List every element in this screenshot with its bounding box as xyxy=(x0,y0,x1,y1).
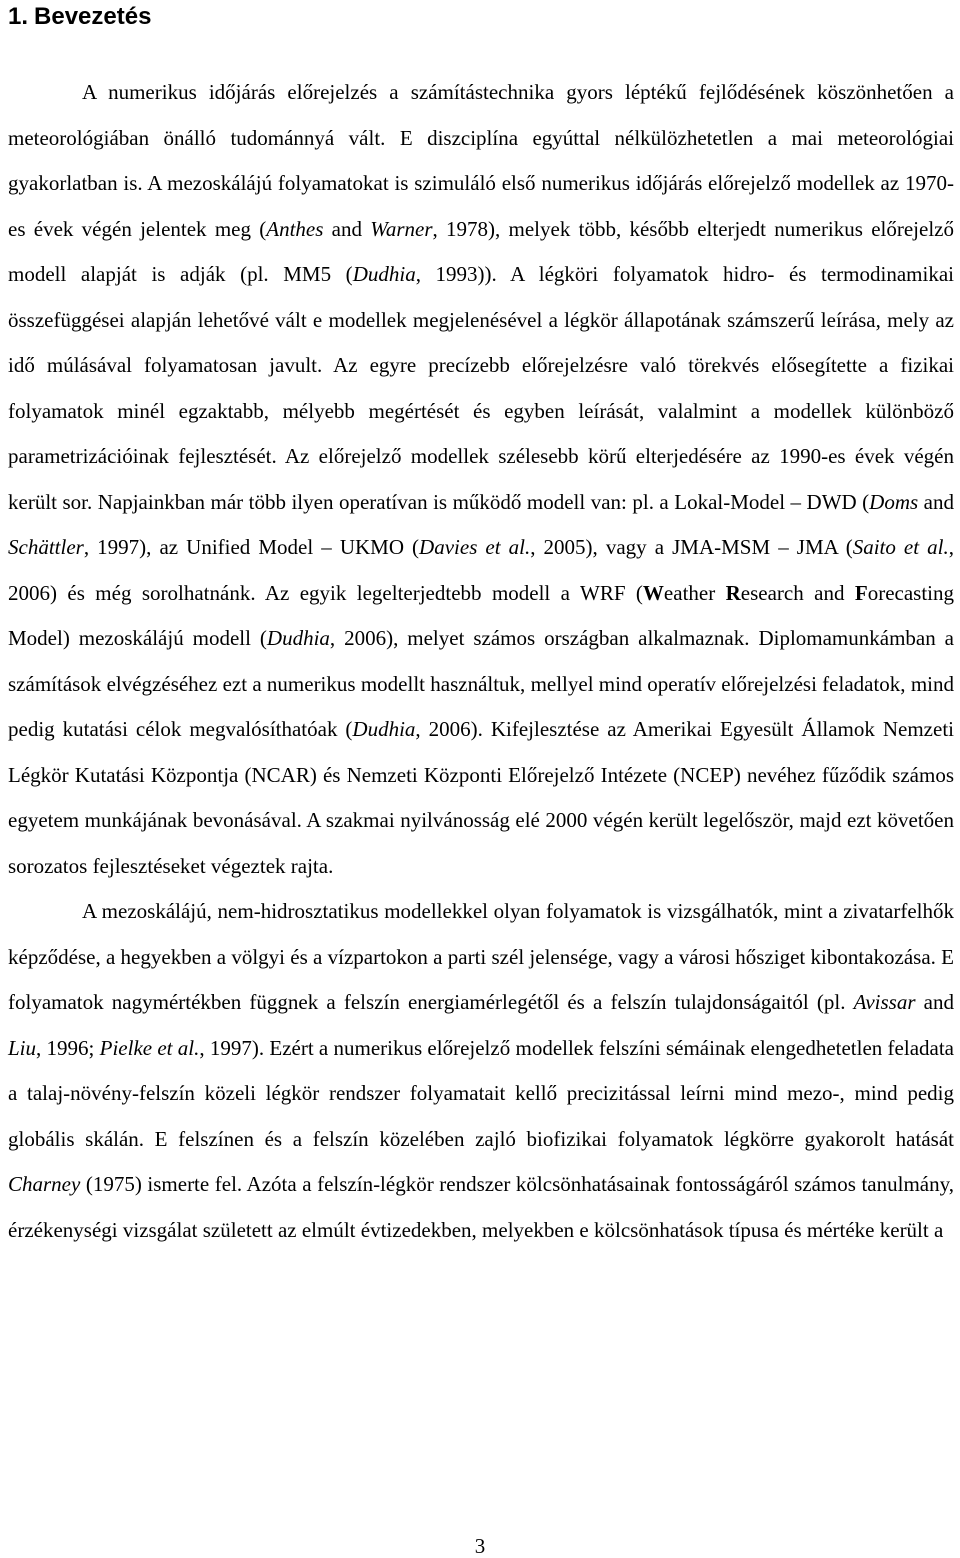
paragraph-text: (1975) ismerte fel. Azóta a felszín-légkör rendszer kölcsönhatásainak fontosságáról számos tanulmány, érzékenységi vizsgálat született az elmúlt évtizedekben, melyekben e kölcsönhatások típusa és mértéke került a xyxy=(8,1172,954,1242)
citation-italic-text: Doms xyxy=(869,489,919,514)
paragraph-text: , 1978), melyek több, később elterjedt numerikus előrejelző modell alapját is adják (pl. MM5 ( xyxy=(8,216,954,286)
paragraph-text: A numerikus időjárás előrejelzés a számítástechnika gyors léptékű fejlődésének köszönhetően a meteorológiában önálló tudománnyá vált. E diszciplína egyúttal nélkülözhetetlen a mai meteorológiai gyakorlatban is. A mezoskálájú folyamatokat is szimuláló első numerikus időjárás előrejelző modellek az 1970-es évek végén jelentek meg ( xyxy=(8,80,954,241)
citation-italic-text: Pielke et al. xyxy=(99,1035,200,1060)
citation-italic-text: Avissar xyxy=(853,990,916,1014)
paragraph-text: , 1996; xyxy=(36,1035,100,1060)
paragraph-text: , 1997), az Unified Model – UKMO ( xyxy=(83,535,420,559)
citation-italic-text: Anthes xyxy=(266,216,324,241)
citation-italic-text: Dudhia xyxy=(352,262,416,286)
citation-italic-text: Liu xyxy=(8,1035,37,1060)
paragraph-text: , 2005), vagy a JMA-MSM – JMA ( xyxy=(530,535,853,559)
paragraph-text: and xyxy=(915,990,954,1014)
paragraph-text: , 1993)). A légköri folyamatok hidro- és termodinamikai összefüggései alapján lehetővé vált e modellek megjelenésével a légkör állapotának számszerű leírása, mely az idő múlásával folyamatosan javult. Az egyre precízebb előrejelzésre való törekvés elősegítette a fizikai folyamatok minél egzaktabb, mélyebb megértését és egyben leírását, valalmint a modellek különböző parametrizációinak fejlesztését. Az előrejelző modellek szélesebb körű elterjedésére az 1990-es évek végén került sor. Napjainkban már több ilyen operatívan is működő modell van: pl. a Lokal-Model – DWD ( xyxy=(8,262,954,514)
paragraph-text: , 1997). Ezért a numerikus előrejelző modellek felszíni sémáinak elengedhetetlen feladata a talaj-növény-felszín közeli légkör rendszer folyamatait kellő precizitással leírni mind mezo-, mind pedig globális skálán. E felszínen és a felszín közelében zajló biofizikai folyamatok légkörre gyakorolt hatását xyxy=(8,1035,954,1151)
bold-acronym-letter: F xyxy=(854,580,868,605)
citation-italic-text: Davies et al. xyxy=(419,535,531,559)
paragraph xyxy=(8,70,954,889)
paragraph-text: , 2006) és még sorolhatnánk. Az egyik legelterjedtebb modell a WRF ( xyxy=(8,535,954,605)
bold-acronym-letter: W xyxy=(642,580,664,605)
paragraph-text: , 2006). Kifejlesztése az Amerikai Egyesült Államok Nemzeti Légkör Kutatási Központja (NCAR) és Nemzeti Központi Előrejelző Intézete (NCEP) nevéhez fűződik számos egyetem munkájának bevonásával. A szakmai nyilvánosság elé 2000 végén került legelőször, majd ezt követően sorozatos fejlesztéseket végeztek rajta. xyxy=(8,717,954,878)
citation-italic-text: Saito et al. xyxy=(852,535,949,559)
citation-italic-text: Warner xyxy=(370,216,433,241)
paragraph-text: orecasting Model) mezoskálájú modell ( xyxy=(8,580,954,650)
citation-italic-text: Schättler xyxy=(8,535,84,559)
citation-italic-text: Charney xyxy=(8,1172,81,1196)
citation-italic-text: Dudhia xyxy=(266,626,330,650)
paragraph-text: and xyxy=(918,489,954,514)
chapter-number: 1. xyxy=(8,3,29,30)
document-page xyxy=(8,0,954,1253)
citation-italic-text: Dudhia xyxy=(352,717,416,741)
page-number: 3 xyxy=(474,1534,486,1558)
bold-acronym-letter: R xyxy=(725,580,741,605)
paragraph-text: esearch and xyxy=(740,580,855,605)
paragraph-text: A mezoskálájú, nem-hidrosztatikus modellekkel olyan folyamatok is vizsgálhatók, mint a zivatarfelhők képződése, a hegyekben a völgyi és a vízpartokon a parti szél jelensége, vagy a városi hősziget kibontakozása. E folyamatok nagymértékben függnek a felszín energiamérlegétől és a felszín tulajdonságaitól (pl. xyxy=(8,899,954,1014)
paragraph-text: eather xyxy=(663,580,726,605)
chapter-heading xyxy=(8,0,954,32)
chapter-title: Bevezetés xyxy=(34,3,152,30)
paragraph-text: , 2006), melyet számos országban alkalmaznak. Diplomamunkámban a számítások elvégzéséhez ezt a numerikus modellt használtuk, mellyel mind operatív előrejelzési feladatok, mind pedig kutatási célok megvalósíthatóak ( xyxy=(8,626,954,741)
paragraph-text: and xyxy=(323,216,371,241)
paragraph xyxy=(8,889,954,1253)
